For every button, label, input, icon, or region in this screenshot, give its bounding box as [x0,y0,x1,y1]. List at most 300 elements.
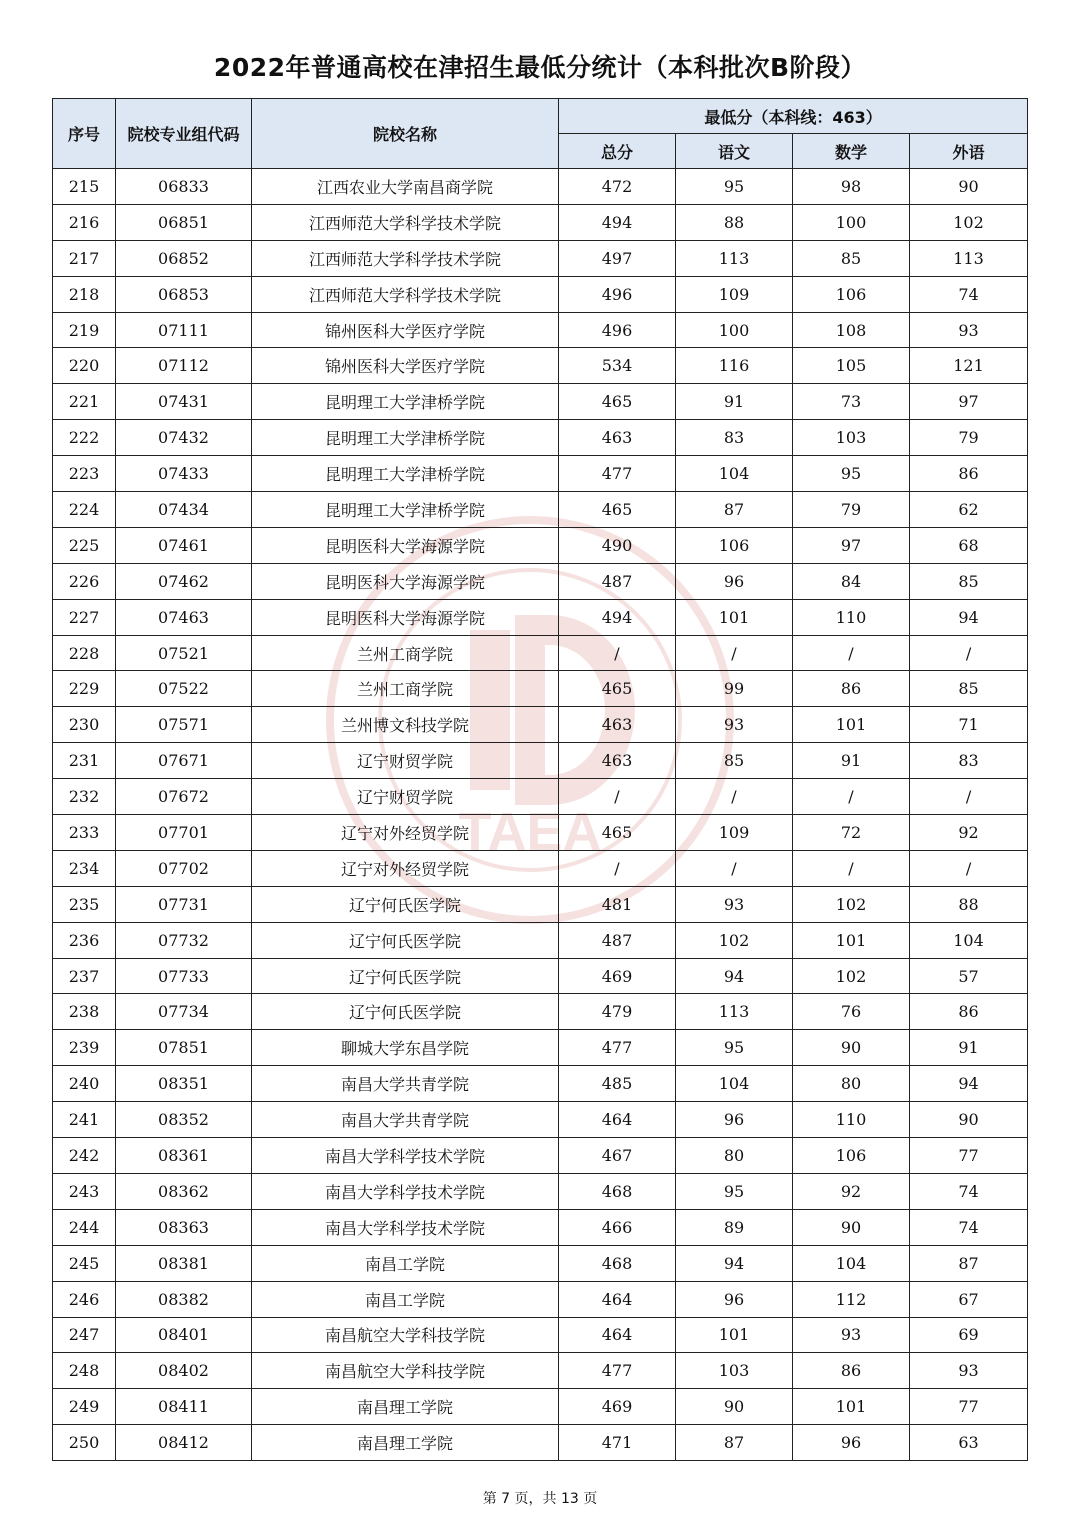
seq-cell: 229 [53,671,116,707]
chinese-cell: 96 [676,563,793,599]
total-cell: 494 [559,204,676,240]
school-name-cell: 辽宁对外经贸学院 [252,850,559,886]
total-cell: 464 [559,1317,676,1353]
code-cell: 08411 [116,1389,252,1425]
math-cell: 104 [793,1245,910,1281]
table-row [53,922,1028,958]
school-name-cell: 昆明医科大学海源学院 [252,599,559,635]
code-cell: 07521 [116,635,252,671]
school-name-cell: 聊城大学东昌学院 [252,1030,559,1066]
school-name-cell: 昆明医科大学海源学院 [252,527,559,563]
total-cell: 497 [559,240,676,276]
table-row [53,1389,1028,1425]
school-name-cell: 辽宁何氏医学院 [252,886,559,922]
seq-cell: 215 [53,169,116,205]
table-row [53,994,1028,1030]
foreign-cell: 90 [910,169,1028,205]
total-cell: 494 [559,599,676,635]
math-cell: 110 [793,599,910,635]
foreign-cell: 94 [910,599,1028,635]
math-cell: 90 [793,1209,910,1245]
code-cell: 07433 [116,456,252,492]
code-cell: 07462 [116,563,252,599]
total-cell: 468 [559,1173,676,1209]
math-cell: 103 [793,420,910,456]
chinese-cell: 95 [676,1030,793,1066]
code-cell: 08401 [116,1317,252,1353]
header-chinese: 语文 [676,134,793,169]
header-seq: 序号 [53,99,116,169]
chinese-cell: 100 [676,312,793,348]
math-cell: 97 [793,527,910,563]
foreign-cell: 104 [910,922,1028,958]
foreign-cell: 93 [910,1353,1028,1389]
seq-cell: 216 [53,204,116,240]
watermark-text: TAEA [458,802,602,862]
chinese-cell: 93 [676,886,793,922]
math-cell: 98 [793,169,910,205]
table-row [53,1353,1028,1389]
seq-cell: 227 [53,599,116,635]
chinese-cell: 85 [676,743,793,779]
chinese-cell: 88 [676,204,793,240]
table-row [53,276,1028,312]
math-cell: 80 [793,1066,910,1102]
school-name-cell: 辽宁财贸学院 [252,779,559,815]
table-row [53,312,1028,348]
code-cell: 06852 [116,240,252,276]
seq-cell: 250 [53,1425,116,1461]
table-row [53,1317,1028,1353]
seq-cell: 238 [53,994,116,1030]
school-name-cell: 辽宁对外经贸学院 [252,815,559,851]
school-name-cell: 南昌工学院 [252,1245,559,1281]
total-cell: 467 [559,1138,676,1174]
math-cell: 108 [793,312,910,348]
math-cell: 106 [793,1138,910,1174]
total-cell: 464 [559,1102,676,1138]
school-name-cell: 江西农业大学南昌商学院 [252,169,559,205]
foreign-cell: 63 [910,1425,1028,1461]
code-cell: 08351 [116,1066,252,1102]
table-row [53,420,1028,456]
seq-cell: 247 [53,1317,116,1353]
seq-cell: 248 [53,1353,116,1389]
total-cell: / [559,779,676,815]
seq-cell: 223 [53,456,116,492]
foreign-cell: 77 [910,1389,1028,1425]
seq-cell: 231 [53,743,116,779]
code-cell: 08412 [116,1425,252,1461]
math-cell: 73 [793,384,910,420]
foreign-cell: 79 [910,420,1028,456]
school-name-cell: 昆明理工大学津桥学院 [252,492,559,528]
code-cell: 07671 [116,743,252,779]
foreign-cell: 87 [910,1245,1028,1281]
total-cell: 472 [559,169,676,205]
chinese-cell: 87 [676,1425,793,1461]
header-code: 院校专业组代码 [116,99,252,169]
school-name-cell: 南昌大学科学技术学院 [252,1209,559,1245]
table-row [53,1245,1028,1281]
total-cell: 496 [559,312,676,348]
chinese-cell: 80 [676,1138,793,1174]
chinese-cell: 99 [676,671,793,707]
score-table [52,98,1028,1461]
seq-cell: 230 [53,707,116,743]
math-cell: 72 [793,815,910,851]
header-min-score: 最低分（本科线：463） [559,99,1028,134]
chinese-cell: 101 [676,1317,793,1353]
school-name-cell: 兰州工商学院 [252,635,559,671]
seq-cell: 224 [53,492,116,528]
code-cell: 08352 [116,1102,252,1138]
table-row [53,240,1028,276]
total-cell: 465 [559,815,676,851]
foreign-cell: / [910,635,1028,671]
foreign-cell: 77 [910,1138,1028,1174]
table-row [53,169,1028,205]
school-name-cell: 南昌大学科学技术学院 [252,1173,559,1209]
chinese-cell: 109 [676,276,793,312]
math-cell: 101 [793,707,910,743]
code-cell: 07112 [116,348,252,384]
seq-cell: 217 [53,240,116,276]
total-cell: 477 [559,456,676,492]
total-cell: 463 [559,420,676,456]
foreign-cell: 91 [910,1030,1028,1066]
chinese-cell: 93 [676,707,793,743]
seq-cell: 228 [53,635,116,671]
total-cell: 463 [559,743,676,779]
foreign-cell: 74 [910,1209,1028,1245]
code-cell: 07733 [116,958,252,994]
school-name-cell: 昆明医科大学海源学院 [252,563,559,599]
chinese-cell: 95 [676,1173,793,1209]
seq-cell: 232 [53,779,116,815]
table-row [53,1173,1028,1209]
school-name-cell: 南昌航空大学科技学院 [252,1317,559,1353]
school-name-cell: 辽宁何氏医学院 [252,958,559,994]
chinese-cell: 103 [676,1353,793,1389]
school-name-cell: 江西师范大学科学技术学院 [252,276,559,312]
code-cell: 07701 [116,815,252,851]
foreign-cell: 85 [910,563,1028,599]
chinese-cell: 95 [676,169,793,205]
math-cell: 112 [793,1281,910,1317]
chinese-cell: 94 [676,958,793,994]
seq-cell: 237 [53,958,116,994]
total-cell: 464 [559,1281,676,1317]
table-row [53,815,1028,851]
table-row [53,1209,1028,1245]
code-cell: 07463 [116,599,252,635]
foreign-cell: 57 [910,958,1028,994]
math-cell: 79 [793,492,910,528]
seq-cell: 243 [53,1173,116,1209]
code-cell: 08382 [116,1281,252,1317]
table-row [53,671,1028,707]
total-cell: 481 [559,886,676,922]
total-cell: 477 [559,1353,676,1389]
table-row [53,1281,1028,1317]
foreign-cell: 71 [910,707,1028,743]
seq-cell: 219 [53,312,116,348]
chinese-cell: 89 [676,1209,793,1245]
chinese-cell: / [676,850,793,886]
total-cell: 485 [559,1066,676,1102]
math-cell: 86 [793,1353,910,1389]
chinese-cell: 113 [676,994,793,1030]
total-cell: 534 [559,348,676,384]
code-cell: 07851 [116,1030,252,1066]
table-row [53,850,1028,886]
math-cell: 95 [793,456,910,492]
total-cell: 463 [559,707,676,743]
foreign-cell: 69 [910,1317,1028,1353]
chinese-cell: 96 [676,1281,793,1317]
total-cell: 469 [559,958,676,994]
chinese-cell: 101 [676,599,793,635]
school-name-cell: 辽宁何氏医学院 [252,922,559,958]
chinese-cell: 104 [676,1066,793,1102]
school-name-cell: 昆明理工大学津桥学院 [252,456,559,492]
math-cell: 102 [793,958,910,994]
foreign-cell: 62 [910,492,1028,528]
math-cell: 92 [793,1173,910,1209]
seq-cell: 240 [53,1066,116,1102]
school-name-cell: 兰州博文科技学院 [252,707,559,743]
school-name-cell: 南昌航空大学科技学院 [252,1353,559,1389]
total-cell: 487 [559,922,676,958]
table-row [53,958,1028,994]
school-name-cell: 锦州医科大学医疗学院 [252,312,559,348]
seq-cell: 220 [53,348,116,384]
chinese-cell: 109 [676,815,793,851]
seq-cell: 225 [53,527,116,563]
school-name-cell: 昆明理工大学津桥学院 [252,420,559,456]
page-title: 2022年普通高校在津招生最低分统计（本科批次B阶段） [213,53,867,82]
seq-cell: 239 [53,1030,116,1066]
code-cell: 07461 [116,527,252,563]
seq-cell: 218 [53,276,116,312]
table-row [53,743,1028,779]
foreign-cell: 74 [910,276,1028,312]
math-cell: 110 [793,1102,910,1138]
seq-cell: 235 [53,886,116,922]
math-cell: / [793,779,910,815]
header-math: 数学 [793,134,910,169]
seq-cell: 249 [53,1389,116,1425]
math-cell: 101 [793,922,910,958]
math-cell: 96 [793,1425,910,1461]
math-cell: 105 [793,348,910,384]
code-cell: 07431 [116,384,252,420]
total-cell: 465 [559,492,676,528]
code-cell: 07434 [116,492,252,528]
school-name-cell: 昆明理工大学津桥学院 [252,384,559,420]
math-cell: 85 [793,240,910,276]
school-name-cell: 江西师范大学科学技术学院 [252,204,559,240]
foreign-cell: 121 [910,348,1028,384]
code-cell: 07732 [116,922,252,958]
math-cell: 90 [793,1030,910,1066]
total-cell: / [559,635,676,671]
school-name-cell: 南昌大学共青学院 [252,1102,559,1138]
chinese-cell: 91 [676,384,793,420]
math-cell: 76 [793,994,910,1030]
code-cell: 07702 [116,850,252,886]
total-cell: 465 [559,671,676,707]
table-row [53,492,1028,528]
table-row [53,527,1028,563]
code-cell: 07672 [116,779,252,815]
page-footer: 第 7 页，共 13 页 [482,1491,598,1507]
total-cell: / [559,850,676,886]
code-cell: 08363 [116,1209,252,1245]
school-name-cell: 江西师范大学科学技术学院 [252,240,559,276]
seq-cell: 241 [53,1102,116,1138]
seq-cell: 221 [53,384,116,420]
table-row [53,384,1028,420]
foreign-cell: 86 [910,456,1028,492]
school-name-cell: 锦州医科大学医疗学院 [252,348,559,384]
math-cell: 84 [793,563,910,599]
code-cell: 07111 [116,312,252,348]
total-cell: 471 [559,1425,676,1461]
table-row [53,456,1028,492]
header-name: 院校名称 [252,99,559,169]
total-cell: 477 [559,1030,676,1066]
code-cell: 08361 [116,1138,252,1174]
total-cell: 490 [559,527,676,563]
total-cell: 469 [559,1389,676,1425]
code-cell: 07432 [116,420,252,456]
code-cell: 06833 [116,169,252,205]
math-cell: 100 [793,204,910,240]
foreign-cell: 92 [910,815,1028,851]
foreign-cell: 113 [910,240,1028,276]
foreign-cell: 86 [910,994,1028,1030]
math-cell: 91 [793,743,910,779]
foreign-cell: 90 [910,1102,1028,1138]
foreign-cell: 83 [910,743,1028,779]
code-cell: 08381 [116,1245,252,1281]
seq-cell: 226 [53,563,116,599]
math-cell: 93 [793,1317,910,1353]
foreign-cell: 94 [910,1066,1028,1102]
code-cell: 07522 [116,671,252,707]
school-name-cell: 辽宁财贸学院 [252,743,559,779]
table-row [53,599,1028,635]
chinese-cell: 104 [676,456,793,492]
table-row [53,635,1028,671]
chinese-cell: 94 [676,1245,793,1281]
table-row [53,563,1028,599]
seq-cell: 236 [53,922,116,958]
chinese-cell: / [676,635,793,671]
seq-cell: 233 [53,815,116,851]
seq-cell: 245 [53,1245,116,1281]
code-cell: 06853 [116,276,252,312]
table-row [53,707,1028,743]
chinese-cell: 96 [676,1102,793,1138]
foreign-cell: 67 [910,1281,1028,1317]
table-row [53,1030,1028,1066]
header-total: 总分 [559,134,676,169]
code-cell: 07734 [116,994,252,1030]
school-name-cell: 南昌大学共青学院 [252,1066,559,1102]
foreign-cell: 93 [910,312,1028,348]
code-cell: 08402 [116,1353,252,1389]
chinese-cell: 90 [676,1389,793,1425]
foreign-cell: / [910,850,1028,886]
chinese-cell: 116 [676,348,793,384]
math-cell: 106 [793,276,910,312]
seq-cell: 244 [53,1209,116,1245]
total-cell: 468 [559,1245,676,1281]
chinese-cell: / [676,779,793,815]
header-foreign: 外语 [910,134,1028,169]
chinese-cell: 83 [676,420,793,456]
table-row [53,1138,1028,1174]
school-name-cell: 南昌理工学院 [252,1425,559,1461]
math-cell: 102 [793,886,910,922]
table-row [53,204,1028,240]
foreign-cell: / [910,779,1028,815]
foreign-cell: 97 [910,384,1028,420]
school-name-cell: 兰州工商学院 [252,671,559,707]
school-name-cell: 南昌工学院 [252,1281,559,1317]
foreign-cell: 88 [910,886,1028,922]
table-row [53,348,1028,384]
code-cell: 07731 [116,886,252,922]
school-name-cell: 南昌大学科学技术学院 [252,1138,559,1174]
code-cell: 06851 [116,204,252,240]
table-row [53,1066,1028,1102]
total-cell: 466 [559,1209,676,1245]
seq-cell: 246 [53,1281,116,1317]
foreign-cell: 85 [910,671,1028,707]
code-cell: 07571 [116,707,252,743]
math-cell: 86 [793,671,910,707]
table-row [53,886,1028,922]
total-cell: 496 [559,276,676,312]
total-cell: 479 [559,994,676,1030]
foreign-cell: 102 [910,204,1028,240]
seq-cell: 234 [53,850,116,886]
total-cell: 465 [559,384,676,420]
total-cell: 487 [559,563,676,599]
foreign-cell: 68 [910,527,1028,563]
school-name-cell: 南昌理工学院 [252,1389,559,1425]
chinese-cell: 106 [676,527,793,563]
chinese-cell: 87 [676,492,793,528]
seq-cell: 222 [53,420,116,456]
math-cell: 101 [793,1389,910,1425]
chinese-cell: 102 [676,922,793,958]
school-name-cell: 辽宁何氏医学院 [252,994,559,1030]
chinese-cell: 113 [676,240,793,276]
foreign-cell: 74 [910,1173,1028,1209]
table-row [53,779,1028,815]
table-row [53,1102,1028,1138]
math-cell: / [793,635,910,671]
math-cell: / [793,850,910,886]
table-row [53,1425,1028,1461]
seq-cell: 242 [53,1138,116,1174]
code-cell: 08362 [116,1173,252,1209]
